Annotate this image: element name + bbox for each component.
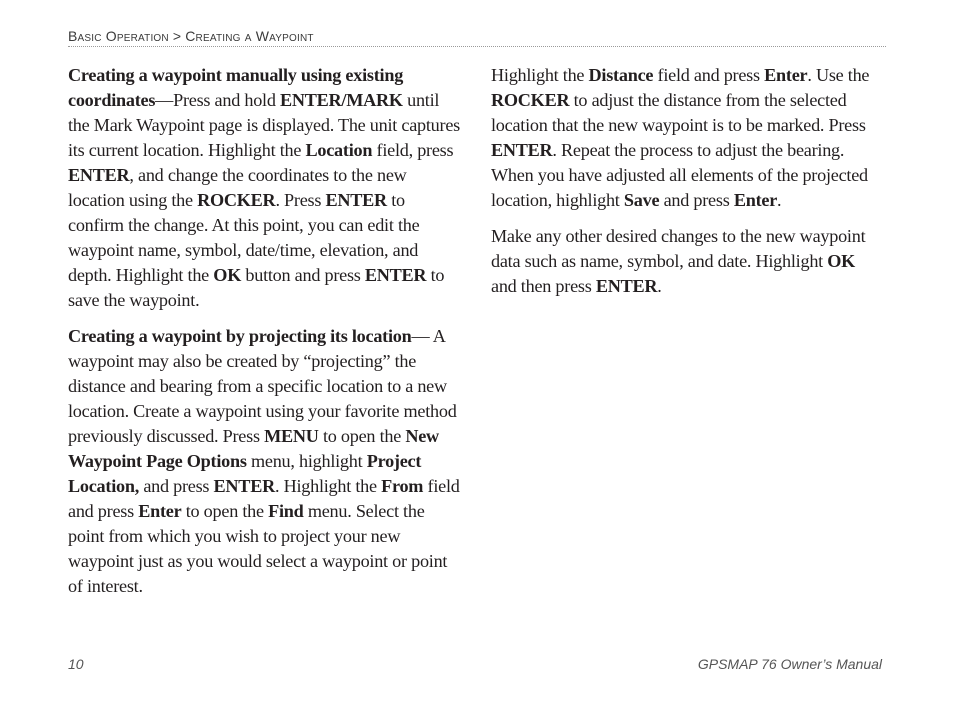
key-name: Enter: [733, 190, 778, 210]
text-run: Make any other desired changes to the new waypoint data such as name, symbol, and date. Highlight: [491, 226, 866, 271]
text-run: —Press and hold: [155, 90, 280, 110]
field-name: From: [381, 476, 424, 496]
manual-title: GPSMAP 76 Owner’s Manual: [697, 656, 882, 672]
text-run: . Repeat the process to adjust the bearing. When you have adjusted all elements of the projected location, highlight: [491, 140, 868, 210]
key-name: ENTER: [325, 190, 387, 210]
button-name: OK: [213, 265, 242, 285]
header-section: Basic Operation: [68, 28, 169, 44]
text-run: . Highlight the: [274, 476, 382, 496]
key-name: ENTER: [68, 165, 130, 185]
left-column: [68, 63, 464, 610]
text-run: , and change the coordinates to the new location using the: [68, 165, 407, 210]
text-run: to adjust the distance from the selected location that the new waypoint is to be marked. Press: [491, 90, 866, 135]
field-name: Distance: [588, 65, 654, 85]
paragraph-heading: Creating a waypoint by projecting its location: [68, 326, 412, 346]
button-name: OK: [827, 251, 856, 271]
text-run: and then press: [491, 276, 596, 296]
key-name: ENTER: [595, 276, 658, 296]
text-run: until the Mark Waypoint page is displayed. The unit captures its current location. Highlight the: [68, 90, 460, 160]
paragraph-heading: Creating a waypoint manually using existing coordinates: [68, 65, 404, 110]
field-name: Location: [305, 140, 373, 160]
text-run: button and press: [241, 265, 365, 285]
header-subsection: Creating a Waypoint: [185, 28, 314, 44]
key-name: Enter: [138, 501, 182, 521]
text-run: Highlight the: [491, 65, 589, 85]
text-run: menu, highlight: [246, 451, 367, 471]
key-name: ENTER: [491, 140, 553, 160]
text-run: .: [777, 190, 782, 210]
paragraph-other-changes: [491, 224, 883, 299]
key-name: ROCKER: [491, 90, 570, 110]
text-run: field, press: [372, 140, 454, 160]
text-run: to save the waypoint.: [68, 265, 445, 310]
text-run: to open the: [181, 501, 269, 521]
paragraph-projecting-location: [68, 324, 464, 599]
text-run: . Press: [275, 190, 326, 210]
text-run: to open the: [318, 426, 406, 446]
text-run: to confirm the change. At this point, you can edit the waypoint name, symbol, date/time, elevation, and depth. Highlight the: [68, 190, 420, 285]
text-run: and press: [659, 190, 734, 210]
key-name: ENTER: [364, 265, 427, 285]
paragraph-distance-bearing: [491, 63, 883, 213]
text-run: field and press: [68, 476, 460, 521]
page-number: 10: [68, 656, 84, 672]
right-column: [491, 63, 883, 310]
menu-option: Project Location,: [68, 451, 422, 496]
text-run: and press: [139, 476, 214, 496]
key-name: Enter: [764, 65, 808, 85]
text-run: — A waypoint may also be created by “projecting” the distance and bearing from a specific location to a new location. Create a waypoint using your favorite method previously discussed. Press: [68, 326, 457, 446]
menu-name: Find: [268, 501, 304, 521]
button-name: Save: [623, 190, 660, 210]
key-name: ROCKER: [197, 190, 276, 210]
text-run: . Use the: [807, 65, 870, 85]
paragraph-manual-coordinates: [68, 63, 464, 313]
text-run: .: [657, 276, 662, 296]
running-header: [68, 28, 886, 47]
text-run: field and press: [653, 65, 765, 85]
key-name: ENTER/MARK: [280, 90, 403, 110]
header-separator: >: [172, 28, 182, 44]
text-run: menu. Select the point from which you wish to project your new waypoint just as you would select a waypoint or point of interest.: [68, 501, 448, 596]
key-name: ENTER: [213, 476, 275, 496]
menu-name: New Waypoint Page Options: [68, 426, 439, 471]
key-name: MENU: [264, 426, 319, 446]
